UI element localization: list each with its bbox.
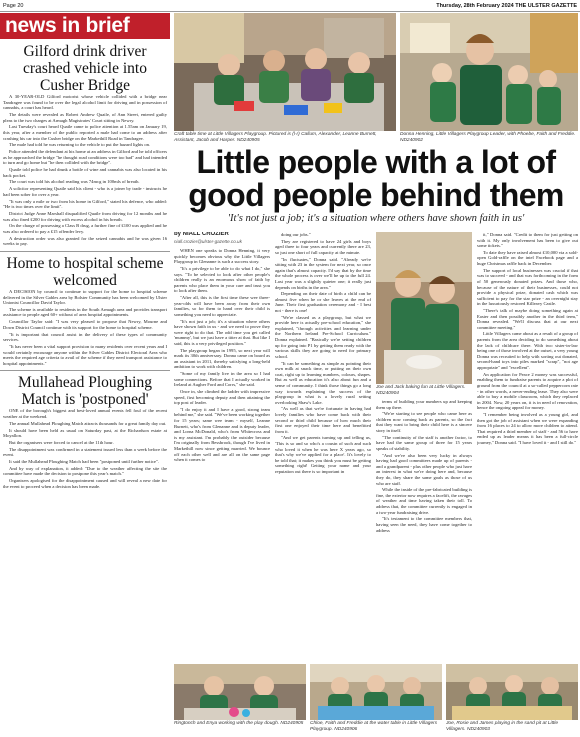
paragraph: A solicitor representing Quaile said his client - who is a joiner by trade - instructs he had been sober for over a year.	[3, 186, 167, 197]
paragraph: "It's not just a job; it's a situation where others have shown faith in us - and we need to prove they were right to do that. The odd time you get called 'mummy', but we just have a titter at that. But like I said, this is a very privileged position."	[174, 318, 270, 346]
paragraph: Depending on their date of birth a child can be almost five when he or she leaves at the end of June. Their first graduation ceremony and - I best not - there is one!	[275, 291, 371, 313]
paragraph: WHEN one speaks to Donna Henning, it very quickly becomes obvious why the Little Villagers Playgroup in Glenanne is such a success story.	[174, 248, 270, 265]
section-label: news in brief	[0, 13, 170, 39]
article-column-4	[477, 232, 578, 664]
paragraph: Organisers apologised for the disappointment caused and will reveal a new date for the event to proceed when a decision has been made.	[3, 478, 167, 489]
byline: by NIALL CROZIER	[174, 232, 229, 237]
photo-image	[400, 13, 578, 131]
photo-caption: Ringtonch and Enya working with the play dough. ND240905	[174, 721, 304, 726]
photo-image	[310, 664, 442, 720]
photo-caption: Craft table time at Little Villagers Playgroup. Pictured is (l-r) Callum, Alexander, Leanne Burnett, Assistant, Jacob and Harper. ND240905	[174, 132, 377, 143]
paragraph: "I remember being involved as a young girl, and then got the job of assistant when we were expanding from 16 places to 24 to allow more children to attend. That required a third member of staff - and 56 to have ended up as leader means it has been a full-circle journey," Donna said. "I have loved it - and I still do."	[477, 411, 578, 445]
paragraph: The court was told his alcohol reading was 74mcg in 100mls of breath.	[9, 179, 140, 185]
photo-image	[174, 664, 306, 720]
paragraph: It should have been held as usual on Saturday past, at the Richardson estate at Moyallon.	[3, 427, 167, 439]
paragraph: The male had told he was returning to the vehicle to put the hazard lights on.	[9, 142, 151, 148]
paragraph: terms of building your numbers up and keeping them up there.	[376, 399, 472, 410]
brief-story	[0, 43, 170, 247]
paragraph: "We're classed as a playgroup, but what we provide here is actually pre-school education," she explained, "through activities and learning under the Northern Ireland Pre-School Curriculum." Donna explained. "Basically we're setting children up for going into P1 by getting them ready with the various skills they are going to need for primary school.	[275, 314, 371, 359]
photo-baking	[376, 232, 472, 384]
photo-caption: Joe, Rosie and James playing in the sand pit at Little Villagers. ND240903	[446, 721, 558, 732]
paragraph: "It has never been a vital support provision to many residents over recent years and I would certainly encourage anyone within the Silver Gables District Electoral Area who meets the required age criteria to avail of the scheme if they need transport assistance to hospital appointments."	[3, 344, 167, 366]
paragraph: A destruction order was also granted for the seized cannabis and he was given 16 weeks to pay.	[3, 235, 167, 247]
brief-story	[0, 255, 170, 366]
photo-craft-table	[174, 13, 396, 131]
briefs-column	[0, 40, 170, 737]
paragraph: While the inside of the pre-fabricated building is fine, the exterior now requires a facelift, the ravages of weather and time having taken their toll. To address that, the committee currently is engaged in a two-year fundraising drive.	[376, 487, 472, 515]
photo-caption: Joe and Jack baking fun at Little Villagers. ND240904	[376, 385, 466, 396]
paragraph: Quaile told police he had drunk a bottle of wine and cannabis was also located in his back pocket.	[3, 167, 167, 178]
paragraph: The scheme is available to residents in the South Armagh area and provides transport assistance to people aged 60+ without of area hospital appointments.	[3, 306, 167, 318]
paragraph: "It's testament to the committee members that, having seen the need, they have come together to address	[376, 516, 472, 533]
article-column-3	[376, 399, 472, 664]
page-header	[0, 0, 580, 12]
brief-headline: Gilford drink driver crashed vehicle into Cusher Bridge	[23, 43, 147, 94]
paragraph: The details were revealed as Robert Andrew Quaile, of Ann Street, entered guilty pleas to the two charges at Armagh Magistrates' Court sitting in Newry.	[3, 111, 167, 123]
paragraph: "The continuity of the staff is another factor, to have had the same group of three for 15 years speaks of stability.	[376, 434, 472, 451]
paragraph: "And we get parents turning up and telling us, 'This is so and so who's a cousin of such and such who loved it when he was here X years ago, so that's why we've applied for a place'. It's lovely to be told that; it makes you think you must be getting something right! Getting your name and your reputation out there is so important in	[275, 435, 371, 474]
photo-caption: Chloe, Faith and Freddie at the water table in Little Villagers Playgroup. ND240906	[310, 721, 438, 732]
paragraph: "It was only a mile or two from his home in Gilford," stated his defence, who added: "He is two times over the limit".	[3, 198, 167, 210]
paragraph: "It's a privilege to be able to do what I do," she says. "To be selected to look after other people's children really is an enormous show of faith by parents who place them in your care and trust you to look after them.	[174, 266, 270, 294]
paragraph: To date they have raised almost £10,000 via a sold-open Gold-raffle on the intel Facebook page and a huge Christmas raffle back in December.	[477, 249, 578, 267]
paragraph: Councillor Taylor said: "I was very pleased to propose that Newry, Mourne and Down District Council continue with its support for the home to hospital scheme.	[3, 319, 167, 330]
paragraph: A 30-YEAR-OLD Gilford motorist whose vehicle collided with a bridge near Tandragee was found to be over the legal alcohol limit for driving and in possession of cannabis, a court has heard.	[3, 94, 167, 111]
issue-date: Thursday, 28th February 2024 THE ULSTER GAZETTE	[436, 3, 577, 9]
photo-image	[446, 664, 578, 720]
paragraph: "In fluctuates," Donna said. "Already we're sitting with 23 in the system for next year, so once again that's almost capacity. I'd say that by the time the whole process is over we'll be up to the full 24. Last year was a slightly quieter one; it really just depends on births in the area."	[275, 256, 371, 290]
paragraph: District Judge Anne Marshall disqualified Quaile from driving for 12 months and he was also fined £200 for driving with excess alcohol in his breath.	[3, 210, 167, 222]
paragraph: The playgroup began in 1995, so next year will mark its 30th anniversary. Donna came on board as an assistant in 2011, thereby satisfying a long-held ambition to work with children.	[174, 347, 270, 370]
photo-image	[174, 13, 396, 131]
author-email[interactable]: niall.crozier@ulster-gazette.co.uk	[174, 238, 242, 244]
paragraph: "Some of my family live in the area so I had some connections. Before that I actually worked in Ireland at Augher Ford and Corrs," she said.	[174, 371, 270, 388]
page-number: Page 20	[3, 3, 24, 9]
brief-body	[3, 408, 167, 489]
paragraph: "As well as that we're fortunate in having had lovely families who have come back with their second or third child because of how much their first one enjoyed their time here and benefitted from it.	[275, 406, 371, 434]
article-column-2	[275, 232, 371, 664]
brief-body	[3, 289, 167, 366]
paragraph: The disappointment was confirmed in a statement issued less than a week before the event.	[3, 446, 167, 458]
paragraph: The support of local businesses was crucial if that was to succeed - and that was forthcoming in the form of 50 generously donated prizes. And those who, because of the nature of their businesses, could not provide a physical prize, donated cash which was sufficient to pay for the star prize - an overnight stay in the luxuriously restored Killeavy Castle.	[477, 267, 578, 307]
paragraph: "And we've also been very lucky in always having had good committees made up of parents - and a grandparent - plus other people who just have an interest in what we're doing here and, because they do, they share the same goals as those of us who are staff.	[376, 452, 472, 486]
paragraph: "It can be something as simple as pointing their own milk at snack time, or putting on their own coat, right up to learning numbers, colours, shapes. But as well as education it's also about fun and a sense of community. I think those things go a long way towards explaining the success of the playgroup in what is a lovely rural setting overlooking Shaw's Lake.	[275, 360, 371, 405]
paragraph: A DECISION by council to continue to support for the home to hospital scheme delivered in the Silver Gables area by Bolster Community has been welcomed by Ulster Unionist Councillor David Taylor.	[3, 288, 167, 306]
paragraph: They are registered to have 24 girls and boys aged three to four years and currently there are 23, so just one short of full capacity at the minute.	[275, 238, 371, 255]
photo-play-dough	[174, 664, 306, 720]
brief-headline: Mullahead Ploughing Match is 'postponed'	[18, 374, 152, 409]
paragraph: "It is important that council assist in the delivery of these types of community services.	[3, 331, 167, 343]
photo-image	[376, 232, 472, 384]
divider	[0, 251, 170, 252]
brief-story	[0, 374, 170, 489]
paragraph: Last Tuesday's court heard Quaile came to police attention at 1.55am on January 19, this year, after a member of the public reported a male had come to an address after crashing his car into the Cusher bridge on the Markethill Road in Tandragee.	[3, 124, 167, 141]
paragraph: Police attended the defendant at his home at an address in Gilford and he told officers as he approached the bridge "he thought road conditions were too bad" and had intended to turn and go home but "he then collided with the bridge".	[3, 149, 167, 166]
paragraph: ONE of the borough's biggest and best-loved annual events fell foul of the recent weather at the weekend.	[3, 408, 167, 419]
article-column-1	[174, 232, 270, 664]
main-headline: Little people with a lot of good people behind them	[188, 144, 564, 213]
paragraph: Little Villagers came about as a result of a group of parents from the area deciding to do something about the lack of childcare there. With two sister-in-law being one of those involved at the outset, a very young Donna was recruited to help with sorting out donated, second-hand toys into piles marked "scrap", "not age appropriate" and "excellent".	[477, 331, 578, 371]
paragraph: The annual Mullahead Ploughing Match attracts thousands for a great family day out.	[9, 420, 167, 426]
paragraph: it," Donna said. "Credit to them for just getting on with it. My only involvement has been to give out some tickets."	[477, 232, 578, 249]
paragraph: But the organisers were forced to cancel at the 11th hour.	[9, 439, 114, 445]
brief-body	[3, 94, 167, 247]
paragraph: An application for Peace 2 money was successful, enabling them to fundraise parents to acquire a plot of ground from the council at a so-called peppercorn rate - in other words, a never-ending lease. They also were able to buy a mobile classroom, which they replaced in 2004. Now, 20 years on, it is in need of renovation, hence the ongoing appeal for money.	[477, 371, 578, 411]
paragraph: doing our jobs."	[281, 232, 311, 237]
paragraph: On the charge of possessing a Class B drug, a further fine of £100 was applied and he was also ordered to pay a £15 offender levy.	[3, 223, 167, 234]
paragraph: Once in, she climbed the ladder with impressive speed, first becoming deputy and then attaining the top post of leader.	[174, 389, 270, 406]
paragraph: "There's talk of maybe doing something again at Easter and then possibly another in the third term," Donna revealed. "We'll discuss that at our next committee meeting."	[477, 308, 578, 330]
paragraph: "I do enjoy it and I have a good, strong team behind me," she said. "We've been working together for 15 years; same wee team - myself, Leanne Burnett, who's from Glenanne and is deputy leader, and Lorna McDonald, who's from Whitecross and is my assistant. I'm probably the outsider because I'm originally from Bessbrook, though I've lived in Markethill now since getting married. We bounce off each other well and are all on the same page when it comes to	[174, 406, 270, 463]
photo-water-table	[310, 664, 442, 720]
divider	[0, 370, 170, 371]
photo-sand-pit	[446, 664, 578, 720]
paragraph: "We're starting to see people who came here as children now coming back as parents, so the fact that they want to bring their child here is a sincere story in itself.	[376, 411, 472, 434]
paragraph: "After all, this is the first time these wee three-year-olds will have been away from their own families, so for them to hand over their child is something you need to appreciate.	[174, 295, 270, 317]
photo-leader	[400, 13, 578, 131]
brief-headline: Home to hospital scheme welcomed	[6, 254, 164, 289]
main-subheadline: 'It's not just a job; it's a situation where others have shown faith in us'	[227, 213, 525, 224]
paragraph: And by way of explanation, it added: "Due to the weather affecting the site the committee have made the decision to postpone this year's match."	[3, 465, 167, 477]
photo-caption: Donna Henning, Little Villagers Playgroup Leader, with Phoebe, Faith and Freddie. ND240902	[400, 132, 576, 143]
paragraph: It said the Mullahead Ploughing Match had been "postponed until further notice".	[9, 459, 159, 465]
